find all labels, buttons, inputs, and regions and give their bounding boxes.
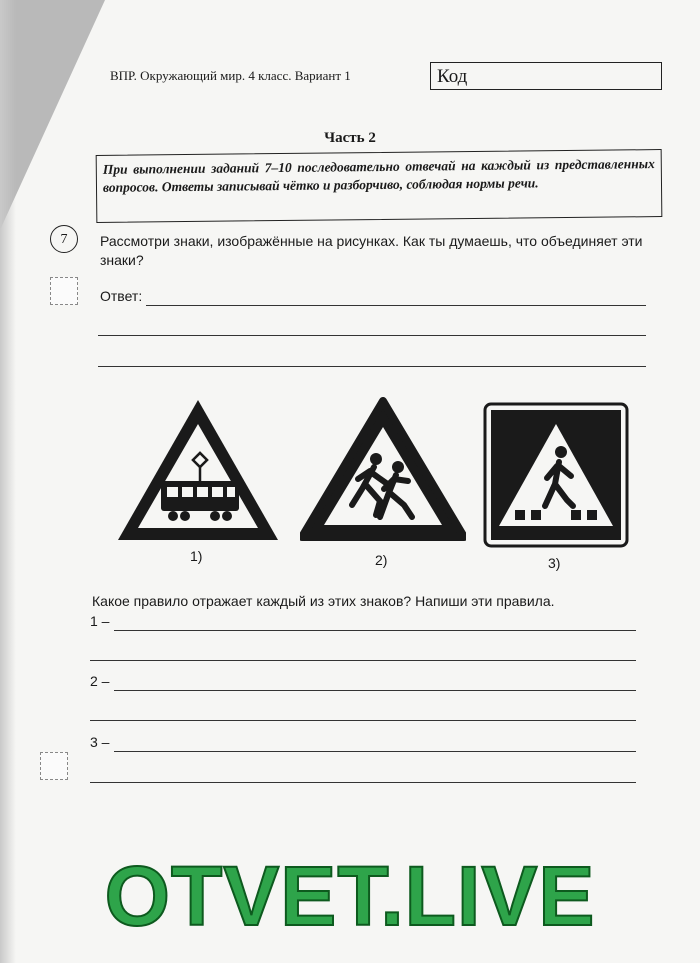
rule-line[interactable] <box>114 690 636 691</box>
answer-line[interactable] <box>98 366 646 367</box>
rule-line[interactable] <box>90 720 636 721</box>
rule-label: 2 – <box>90 673 110 689</box>
rule-line[interactable] <box>90 660 636 661</box>
rule-label: 1 – <box>90 613 110 629</box>
code-field[interactable]: Код <box>430 62 662 90</box>
rule-line[interactable] <box>114 630 636 631</box>
question-number-badge: 7 <box>50 225 78 253</box>
rule-label: 3 – <box>90 734 110 750</box>
sign-caption: 3) <box>548 555 561 571</box>
watermark-text: OTVET.LIVE <box>104 849 596 943</box>
question-text: Рассмотри знаки, изображённые на рисунках. Как ты думаешь, что объединяет эти знаки? <box>100 233 643 268</box>
sign-caption: 2) <box>375 552 388 568</box>
score-box-1[interactable] <box>50 277 78 305</box>
rule-line[interactable] <box>114 751 636 752</box>
pedestrian-crossing-sign-icon <box>483 402 629 548</box>
sign-caption: 1) <box>190 548 203 564</box>
children-sign-icon <box>300 397 466 547</box>
answer-line[interactable] <box>98 335 646 336</box>
answer-label: Ответ: <box>100 288 143 304</box>
exam-header: ВПР. Окружающий мир. 4 класс. Вариант 1 <box>110 68 351 83</box>
score-box-2[interactable] <box>40 752 68 780</box>
part-title: Часть 2 <box>324 130 376 146</box>
tram-crossing-sign-icon <box>115 397 281 543</box>
rule-line[interactable] <box>90 782 636 783</box>
instructions-box: При выполнении заданий 7–10 последовательно отвечай на каждый из представленных вопросов. Ответы записывай чётко и разборчиво, соблюдая нормы речи. <box>96 149 663 223</box>
answer-line[interactable] <box>146 305 646 306</box>
rule-question: Какое правило отражает каждый из этих знаков? Напиши эти правила. <box>92 593 555 609</box>
